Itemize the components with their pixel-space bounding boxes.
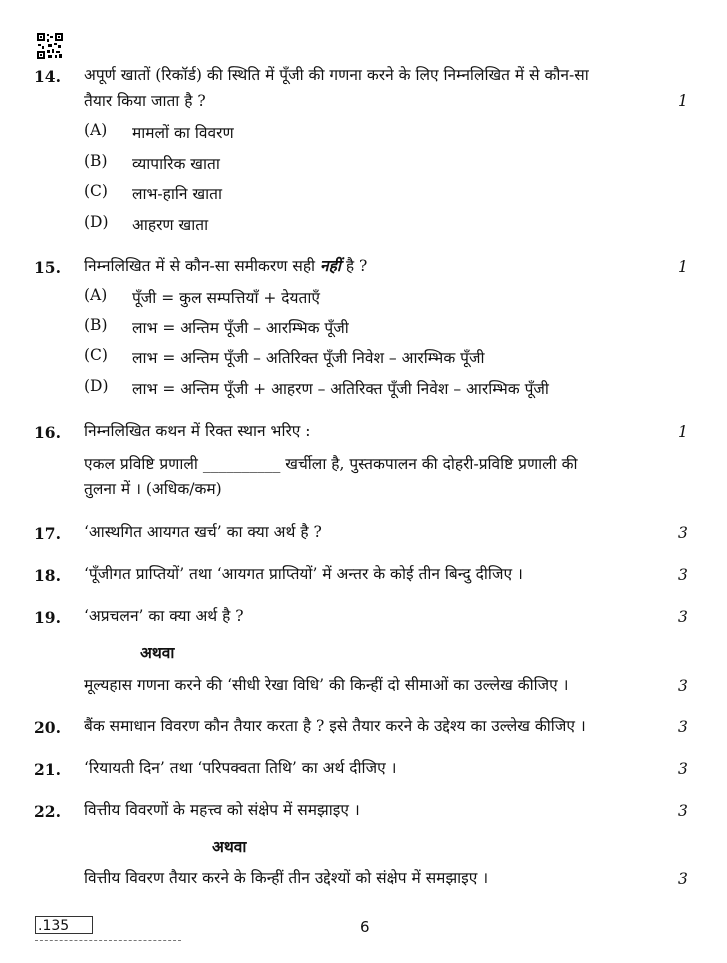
question-marks: 3	[678, 524, 688, 542]
option-label: (A)	[84, 121, 108, 139]
question-text: वित्तीय विवरणों के महत्त्व को संक्षेप में समझाइए ।	[84, 801, 360, 819]
option-text: लाभ-हानि खाता	[132, 185, 222, 203]
question-marks: 1	[678, 423, 688, 441]
or-label: अथवा	[212, 837, 247, 856]
paper-code: .135	[35, 916, 93, 934]
option-text: मामलों का विवरण	[132, 124, 234, 142]
question-number: 18.	[34, 566, 61, 585]
alternate-question-marks: 3	[678, 870, 688, 888]
option-text: आहरण खाता	[132, 216, 209, 234]
question-marks: 3	[678, 718, 688, 736]
question-number: 22.	[34, 802, 61, 821]
option-text: लाभ = अन्तिम पूँजी + आहरण – अतिरिक्त पूँजी निवेश – आरम्भिक पूँजी	[132, 380, 549, 398]
question-text	[84, 255, 367, 277]
option-text: व्यापारिक खाता	[132, 155, 220, 173]
fill-blank-statement-continued: तुलना में । (अधिक/कम)	[84, 480, 222, 498]
question-number: 19.	[34, 608, 61, 627]
footer-divider	[35, 940, 181, 941]
option-text: पूँजी = कुल सम्पत्तियाँ + देयताएँ	[132, 289, 320, 307]
option-label: (B)	[84, 152, 108, 170]
option-label: (B)	[84, 316, 108, 334]
question-number: 17.	[34, 524, 61, 543]
question-text: ‘पूँजीगत प्राप्तियों’ तथा ‘आयगत प्राप्तियों’ में अन्तर के कोई तीन बिन्दु दीजिए ।	[84, 565, 523, 583]
option-label: (A)	[84, 286, 108, 304]
question-text: अपूर्ण खातों (रिकॉर्ड) की स्थिति में पूँजी की गणना करने के लिए निम्नलिखित में से कौन-सा	[84, 66, 589, 84]
alternate-question-text: मूल्यहास गणना करने की ‘सीधी रेखा विधि’ की किन्हीं दो सीमाओं का उल्लेख कीजिए ।	[84, 676, 569, 694]
question-marks: 3	[678, 802, 688, 820]
question-text: ‘रियायती दिन’ तथा ‘परिपक्वता तिथि’ का अर्थ दीजिए ।	[84, 759, 397, 777]
question-text: बैंक समाधान विवरण कौन तैयार करता है ? इसे तैयार करने के उद्देश्य का उल्लेख कीजिए ।	[84, 717, 586, 735]
question-number: 20.	[34, 718, 61, 737]
option-label: (C)	[84, 346, 108, 364]
or-label: अथवा	[140, 643, 175, 662]
option-label: (D)	[84, 213, 109, 231]
question-number: 21.	[34, 760, 61, 779]
question-marks: 3	[678, 760, 688, 778]
question-emphasis: नहीं	[320, 256, 341, 275]
question-text-before: निम्नलिखित में से कौन-सा समीकरण सही	[84, 257, 316, 275]
question-text: निम्नलिखित कथन में रिक्त स्थान भरिए :	[84, 422, 311, 440]
alternate-question-marks: 3	[678, 677, 688, 695]
option-label: (D)	[84, 377, 109, 395]
option-text: लाभ = अन्तिम पूँजी – अतिरिक्त पूँजी निवेश – आरम्भिक पूँजी	[132, 349, 485, 367]
question-number: 14.	[34, 67, 61, 86]
fill-blank-statement: एकल प्रविष्टि प्रणाली __________ खर्चीला है, पुस्तकपालन की दोहरी-प्रविष्टि प्रणाली की	[84, 455, 578, 473]
page-number: 6	[360, 918, 370, 936]
question-text-continued: तैयार किया जाता है ?	[84, 92, 206, 110]
question-marks: 1	[678, 258, 688, 276]
question-number: 16.	[34, 423, 61, 442]
question-number: 15.	[34, 258, 61, 277]
qr-code-icon	[37, 33, 63, 59]
question-text: ‘अप्रचलन’ का क्या अर्थ है ?	[84, 607, 244, 625]
question-text-after: है ?	[345, 257, 368, 275]
question-marks: 1	[678, 92, 688, 110]
alternate-question-text: वित्तीय विवरण तैयार करने के किन्हीं तीन उद्देश्यों को संक्षेप में समझाइए ।	[84, 869, 489, 887]
question-marks: 3	[678, 566, 688, 584]
question-text: ‘आस्थगित आयगत खर्च’ का क्या अर्थ है ?	[84, 523, 322, 541]
question-marks: 3	[678, 608, 688, 626]
option-label: (C)	[84, 182, 108, 200]
option-text: लाभ = अन्तिम पूँजी – आरम्भिक पूँजी	[132, 319, 349, 337]
